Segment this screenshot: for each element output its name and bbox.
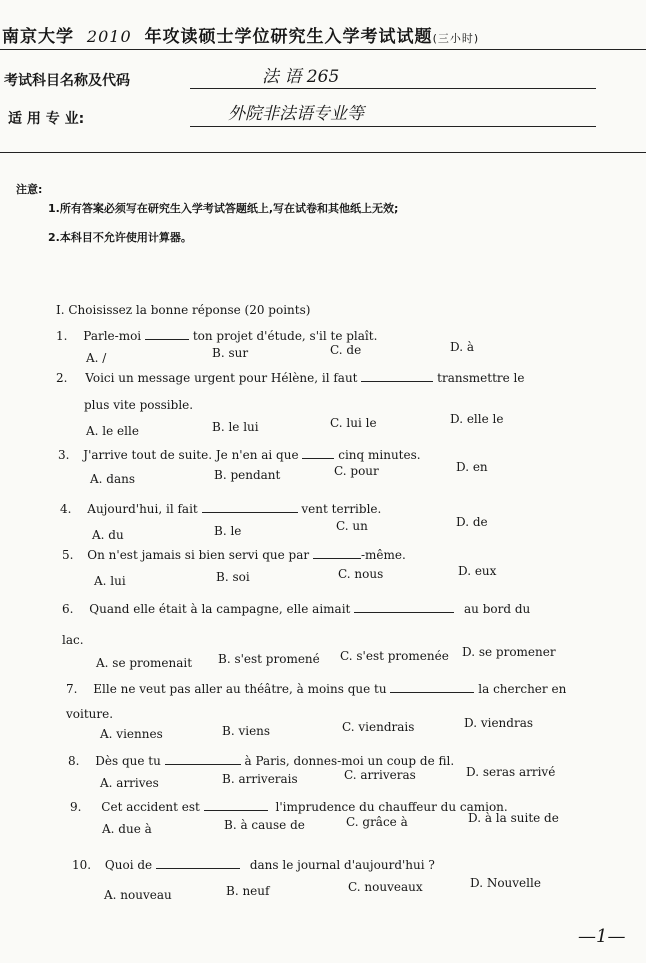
question-text-before: Aujourd'hui, il fait — [87, 502, 198, 516]
option-a: A. du — [92, 528, 124, 542]
section-title: I. Choisissez la bonne réponse (20 points) — [56, 303, 311, 317]
question-number: 5. — [62, 548, 74, 562]
option-b: B. neuf — [226, 884, 270, 898]
question-number: 1. — [56, 329, 68, 343]
option-c: C. s'est promenée — [340, 649, 449, 663]
option-a: A. nouveau — [104, 888, 172, 902]
question-text-after: la chercher en — [478, 682, 567, 696]
question-text-before: Voici un message urgent pour Hélène, il faut — [85, 371, 358, 385]
option-b: B. arriverais — [222, 772, 298, 786]
question-text-after: ton projet d'étude, s'il te plaît. — [192, 329, 378, 343]
question-8 — [68, 752, 454, 768]
question-7 — [66, 680, 566, 696]
option-d: D. à — [450, 340, 474, 354]
question-6 — [62, 600, 530, 616]
question-text-before: On n'est jamais si bien servi que par — [87, 548, 310, 562]
question-number: 4. — [60, 502, 72, 516]
question-3 — [58, 446, 421, 462]
notice-label: 注意: — [16, 183, 43, 196]
option-c: C. viendrais — [342, 720, 415, 734]
option-c: C. arriveras — [344, 768, 416, 782]
university-name: 南京大学 — [2, 27, 74, 47]
answer-blank — [313, 546, 361, 559]
answer-blank — [361, 369, 433, 382]
question-text-before: Quand elle était à la campagne, elle aimait — [89, 602, 351, 616]
option-a: A. due à — [102, 822, 152, 836]
option-b: B. sur — [212, 346, 249, 360]
option-a: A. arrives — [100, 776, 159, 790]
question-text-before: Quoi de — [104, 858, 153, 872]
question-number: 6. — [62, 602, 74, 616]
exam-header — [2, 22, 479, 47]
option-b: B. pendant — [214, 468, 281, 482]
answer-blank — [156, 856, 240, 869]
question-text-after: dans le journal d'aujourd'hui ? — [249, 858, 435, 872]
subject-label: 考试科目名称及代码 — [4, 73, 130, 89]
question-text-before: Cet accident est — [101, 800, 200, 814]
major-underline — [190, 126, 596, 127]
question-text-after: transmettre le — [437, 371, 525, 385]
option-b: B. le — [214, 524, 242, 538]
option-c: C. lui le — [330, 416, 377, 430]
option-b: B. s'est promené — [218, 652, 320, 666]
question-number: 8. — [68, 754, 80, 768]
answer-blank — [202, 500, 298, 513]
option-a: A. dans — [90, 472, 136, 486]
answer-blank — [302, 446, 334, 459]
option-c: C. grâce à — [346, 815, 408, 829]
question-text-after: au bord du — [464, 602, 531, 616]
subject-underline — [190, 88, 596, 89]
question-text-before: Dès que tu — [95, 754, 161, 768]
question-text-before: J'arrive tout de suite. Je n'en ai que — [83, 448, 299, 462]
option-b: B. le lui — [212, 420, 259, 434]
question-number: 7. — [66, 682, 78, 696]
option-c: C. un — [336, 519, 368, 533]
question-continuation: voiture. — [66, 707, 114, 721]
option-c: C. pour — [334, 464, 379, 478]
question-number: 10. — [72, 858, 92, 872]
question-2 — [56, 369, 525, 385]
question-text-after: cinq minutes. — [338, 448, 421, 462]
major-value: 外院非法语专业等 — [228, 104, 364, 124]
option-b: B. à cause de — [224, 818, 305, 832]
notice-item: 1.所有答案必须写在研究生入学考试答题纸上,写在试卷和其他纸上无效; — [48, 202, 399, 215]
answer-blank — [354, 600, 454, 613]
answer-blank — [390, 680, 474, 693]
question-text-after: -même. — [360, 548, 406, 562]
option-d: D. se promener — [462, 645, 556, 659]
question-4 — [60, 500, 381, 516]
exam-title: 年攻读硕士学位研究生入学考试试题 — [144, 27, 433, 47]
option-d: D. Nouvelle — [470, 876, 541, 890]
answer-blank — [204, 798, 268, 811]
exam-year: 2010 — [86, 27, 132, 46]
option-d: D. à la suite de — [468, 811, 559, 825]
question-text-after: l'imprudence du chauffeur du camion. — [275, 800, 508, 814]
option-d: D. viendras — [464, 716, 533, 730]
question-continuation: plus vite possible. — [84, 398, 194, 412]
option-d: D. eux — [458, 564, 497, 578]
question-text-before: Elle ne veut pas aller au théâtre, à moins que tu — [93, 682, 387, 696]
question-1 — [56, 327, 377, 343]
option-a: A. viennes — [100, 727, 163, 741]
subject-value: 法 语 265 — [262, 67, 340, 87]
question-text-after: vent terrible. — [301, 502, 382, 516]
option-d: D. de — [456, 515, 488, 529]
header-bottom-rule — [0, 152, 646, 153]
exam-duration: (三小时) — [432, 32, 480, 45]
option-a: A. / — [86, 351, 107, 365]
page-number: —1— — [578, 926, 626, 947]
answer-blank — [145, 327, 189, 340]
option-a: A. se promenait — [96, 656, 193, 670]
option-a: A. lui — [94, 574, 126, 588]
option-d: D. elle le — [450, 412, 504, 426]
option-c: C. nouveaux — [348, 880, 423, 894]
question-9 — [70, 798, 508, 814]
notice-item: 2.本科目不允许使用计算器。 — [48, 231, 192, 244]
answer-blank — [165, 752, 241, 765]
question-number: 2. — [56, 371, 68, 385]
question-10 — [72, 856, 435, 872]
option-a: A. le elle — [86, 424, 139, 438]
question-text-before: Parle-moi — [83, 329, 142, 343]
major-label: 适 用 专 业: — [8, 111, 85, 127]
option-b: B. soi — [216, 570, 250, 584]
option-d: D. seras arrivé — [466, 765, 556, 779]
question-5 — [62, 546, 406, 562]
option-d: D. en — [456, 460, 488, 474]
question-continuation: lac. — [62, 633, 84, 647]
question-number: 9. — [70, 800, 82, 814]
question-text-after: à Paris, donnes-moi un coup de fil. — [244, 754, 455, 768]
question-number: 3. — [58, 448, 70, 462]
option-b: B. viens — [222, 724, 271, 738]
option-c: C. nous — [338, 567, 384, 581]
option-c: C. de — [330, 343, 362, 357]
header-rule — [0, 49, 646, 50]
